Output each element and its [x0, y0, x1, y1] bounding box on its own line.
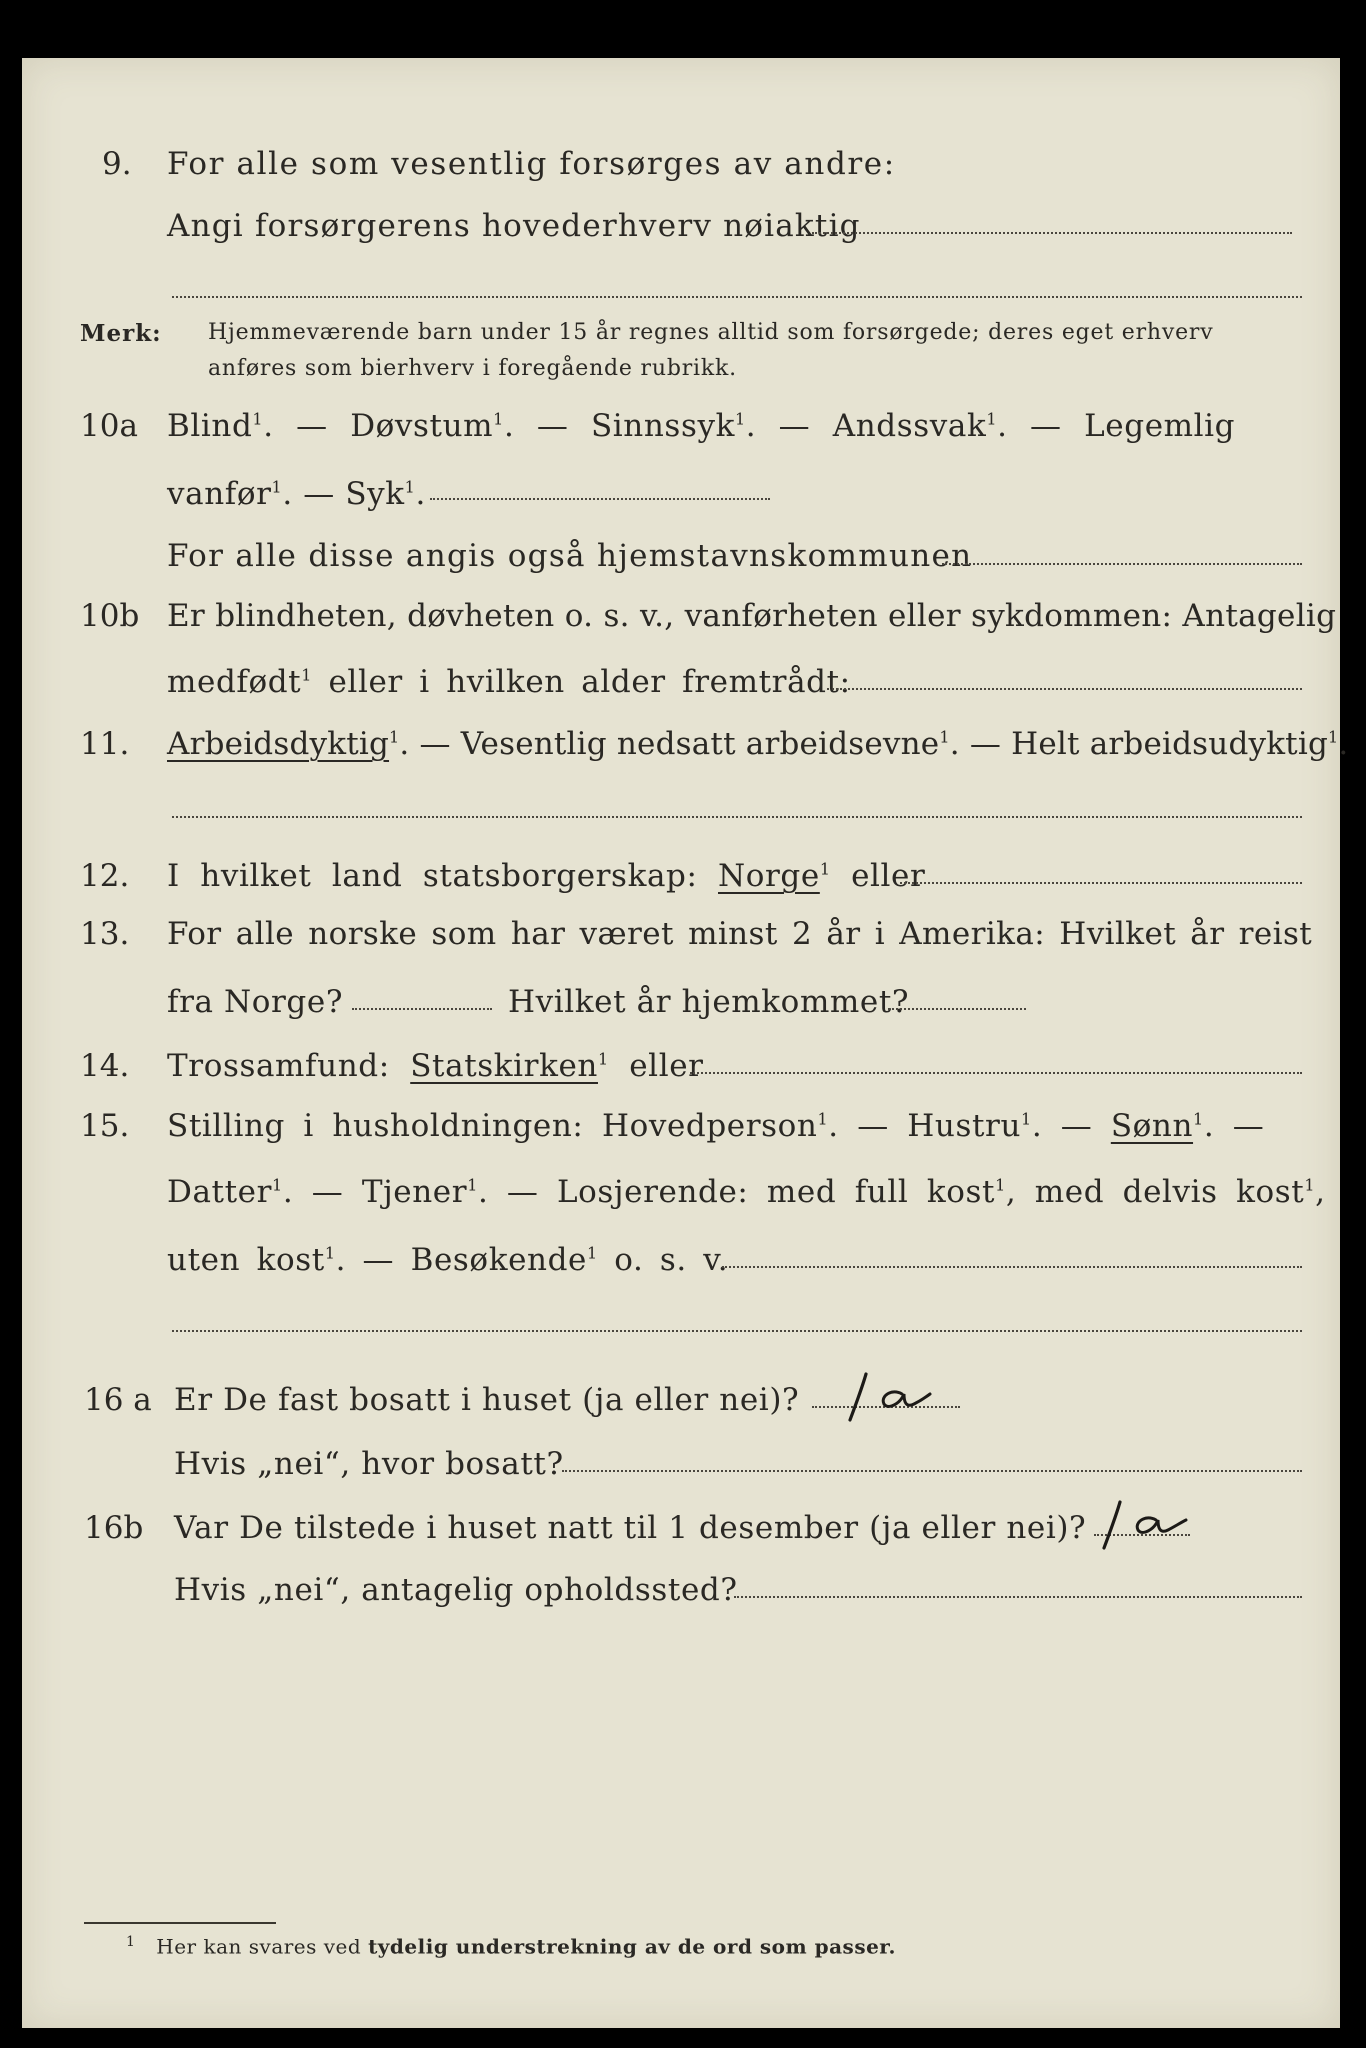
q11-vesentlig-sup: 1: [939, 727, 950, 747]
q16a-line1: Er De fast bosatt i huset (ja eller nei)?: [174, 1382, 800, 1418]
q10a-line3: For alle disse angis også hjemstavnskommunen: [167, 538, 973, 574]
q14-statskirken[interactable]: Statskirken: [410, 1048, 598, 1084]
q15-dash-1: —: [857, 1108, 889, 1144]
q15-dash-2: —: [1060, 1108, 1093, 1144]
q16b-line2: Hvis „nei“, antagelig opholdssted?: [174, 1572, 738, 1608]
q11-dash-1: —: [419, 726, 451, 762]
q15-dash-4: —: [311, 1174, 344, 1210]
q15-hustru-sup: 1: [1021, 1109, 1032, 1129]
q15-line3: uten kost$^1$. — Besøkende$^1$ o. s. v.: [167, 1242, 729, 1278]
q11-answer-line[interactable]: [172, 816, 1302, 818]
q15-line2: Datter$^1$. — Tjener$^1$. — Losjerende: med full kost$^1$, med delvis kost$^1$,: [167, 1174, 1326, 1210]
q12-norge-sup: 1: [819, 859, 831, 879]
q16a-bosatt-line[interactable]: [562, 1470, 1302, 1472]
q15-dash-5: —: [506, 1174, 539, 1210]
q12-line: [167, 858, 925, 894]
q13-number: 13.: [80, 916, 130, 952]
q11-number: 11.: [80, 726, 130, 762]
q14-answer-line[interactable]: [690, 1072, 1302, 1074]
q14-eller[interactable]: eller: [629, 1048, 704, 1084]
q10a-dash-4: —: [1030, 408, 1062, 444]
footnote-rule: [84, 1922, 276, 1924]
q10a-vanfor-sup: 1: [271, 477, 283, 497]
q15-besokende-sup: 1: [586, 1243, 598, 1263]
q16a-line2: Hvis „nei“, hvor bosatt?: [174, 1446, 564, 1482]
merk-label: Merk:: [80, 320, 162, 347]
q11-line: Arbeidsdyktig$^1$. — Vesentlig nedsatt arbeidsevne$^1$. — Helt arbeidsudyktig$^1$.: [167, 726, 1349, 762]
q15-dash-6: —: [362, 1242, 395, 1278]
q10a-syk-line[interactable]: [430, 498, 770, 500]
q15-hovedperson-sup: 1: [817, 1109, 829, 1129]
q9-answer-line[interactable]: [812, 232, 1292, 234]
q15-med-delvis[interactable]: med delvis kost: [1034, 1174, 1305, 1210]
footnote-text-plain: Her kan svares ved: [156, 1934, 362, 1959]
q13-hjemkommet-line[interactable]: [888, 1008, 1026, 1010]
q15-number: 15.: [80, 1108, 130, 1144]
q15-sonn-sup: 1: [1193, 1109, 1204, 1129]
q15-losjerende[interactable]: Losjerende: med full kost: [556, 1174, 996, 1210]
q15-uten-kost[interactable]: uten kost: [167, 1242, 325, 1278]
q9-number: 9.: [102, 146, 132, 182]
q15-extra-line[interactable]: [172, 1330, 1302, 1332]
q15-hustru[interactable]: Hustru: [907, 1108, 1022, 1144]
q10a-syk[interactable]: Syk: [345, 476, 405, 512]
merk-line1: Hjemmeværende barn under 15 år regnes alltid som forsørgede; deres eget erhverv: [208, 320, 1214, 345]
q10b-line1: Er blindheten, døvheten o. s. v., vanførheten eller sykdommen: Antagelig: [167, 598, 1337, 634]
q13-line1: For alle norske som har været minst 2 år i Amerika: Hvilket år reist: [167, 916, 1313, 952]
q12-eller[interactable]: eller: [851, 858, 926, 894]
q11-helt-sup: 1: [1328, 727, 1339, 747]
q12-norge[interactable]: Norge: [718, 858, 820, 894]
q13-line2b: Hvilket år hjemkommet?: [508, 984, 910, 1020]
q10a-andssvak-sup: 1: [986, 409, 998, 429]
q12-number: 12.: [80, 858, 130, 894]
q10a-sinnssyk-sup: 1: [734, 409, 746, 429]
q10a-syk-sup: 1: [404, 477, 416, 497]
q10a-sinnssyk[interactable]: Sinnssyk: [590, 408, 735, 444]
q9-line1: For alle som vesentlig forsørges av andre:: [167, 146, 896, 182]
q15-besokende[interactable]: Besøkende: [410, 1242, 587, 1278]
q9-line2: Angi forsørgerens hovederhverv nøiaktig: [167, 208, 861, 244]
q15-osv: o. s. v.: [614, 1242, 729, 1278]
q11-arbeidsdyktig-sup: 1: [389, 727, 400, 747]
q10a-dash-5: —: [303, 476, 335, 512]
q11-dash-2: —: [969, 726, 1002, 762]
q10b-medfodt[interactable]: medfødt: [167, 664, 302, 700]
q10a-dovstum-sup: 1: [493, 409, 504, 429]
q10a-line2: vanfør$^1$. — Syk$^1$.: [167, 476, 426, 512]
footnote-mark: 1: [126, 1934, 136, 1950]
q11-arbeidsdyktig[interactable]: Arbeidsdyktig: [167, 726, 390, 762]
q15-answer-line[interactable]: [722, 1266, 1302, 1268]
q12-answer-line[interactable]: [900, 882, 1302, 884]
q10a-blind[interactable]: Blind: [167, 408, 253, 444]
q15-datter-sup: 1: [272, 1175, 283, 1195]
census-form-page: [22, 58, 1349, 2028]
q10a-dash-3: —: [778, 408, 811, 444]
q10b-alder: eller i hvilken alder fremtrådt:: [328, 664, 851, 700]
q13-line2a: fra Norge?: [167, 984, 344, 1020]
q16b-number: 16b: [84, 1510, 144, 1546]
q11-vesentlig[interactable]: Vesentlig nedsatt arbeidsevne: [460, 726, 940, 762]
q14-text: Trossamfund:: [167, 1048, 390, 1084]
q15-tjener-sup: 1: [467, 1175, 478, 1195]
q10a-dash-1: —: [296, 408, 328, 444]
q16b-line1: Var De tilstede i huset natt til 1 desember (ja eller nei)?: [174, 1510, 1087, 1546]
q10a-dovstum[interactable]: Døvstum: [350, 408, 494, 444]
q10b-number: 10b: [80, 598, 140, 634]
q14-statskirken-sup: 1: [597, 1049, 609, 1069]
q15-losjerende-sup: 1: [995, 1175, 1006, 1195]
q10b-medfodt-sup: 1: [301, 665, 313, 685]
footnote: [126, 1934, 896, 1959]
footnote-text-bold: tydelig understrekning av de ord som passer.: [368, 1934, 896, 1959]
q10a-dash-2: —: [536, 408, 569, 444]
q10a-andssvak[interactable]: Andssvak: [832, 408, 987, 444]
q9-extra-line[interactable]: [172, 296, 1302, 298]
q15-line1: Stilling i husholdningen: Hovedperson$^1$. — Hustru$^1$. — Sønn$^1$. —: [167, 1108, 1265, 1144]
q16a-number: 16 a: [84, 1382, 152, 1418]
q10a-vanfor[interactable]: vanfør: [167, 476, 272, 512]
q12-text: I hvilket land statsborgerskap:: [167, 858, 698, 894]
q10b-line2: [167, 664, 851, 700]
q16b-opholdssted-line[interactable]: [734, 1596, 1302, 1598]
q15-uten-kost-sup: 1: [324, 1243, 336, 1263]
q10a-number: 10a: [80, 408, 138, 444]
q15-dash-3: —: [1232, 1108, 1265, 1144]
q14-line: [167, 1048, 704, 1084]
q16a-handwritten-answer: [840, 1364, 950, 1424]
q15-tjener[interactable]: Tjener: [361, 1174, 468, 1210]
q11-helt[interactable]: Helt arbeidsudyktig: [1011, 726, 1328, 762]
q16b-handwritten-answer: [1090, 1494, 1200, 1554]
q15-med-delvis-sup: 1: [1304, 1175, 1316, 1195]
merk-line2: anføres som bierhverv i foregående rubrikk.: [208, 356, 737, 381]
q15-datter[interactable]: Datter: [167, 1174, 273, 1210]
q15-hovedperson[interactable]: Hovedperson: [601, 1108, 818, 1144]
q15-stilling: Stilling i husholdningen:: [167, 1108, 584, 1144]
q14-number: 14.: [80, 1048, 130, 1084]
q10a-blind-sup: 1: [252, 409, 264, 429]
q10b-answer-line[interactable]: [827, 688, 1302, 690]
q10a-legemlig[interactable]: Legemlig: [1084, 408, 1236, 444]
q10a-kommune-line[interactable]: [942, 563, 1302, 565]
q13-reist-line[interactable]: [352, 1008, 492, 1010]
q15-sonn[interactable]: Sønn: [1110, 1108, 1194, 1144]
q10a-line1: Blind$^1$. — Døvstum$^1$. — Sinnssyk$^1$. — Andssvak$^1$. — Legemlig: [167, 408, 1236, 444]
